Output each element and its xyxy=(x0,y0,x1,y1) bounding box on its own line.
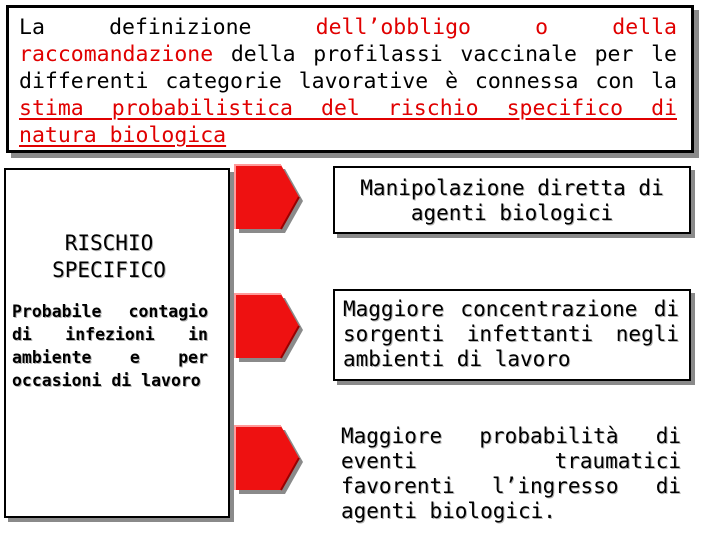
header-text-highlight: dell’obbligo o della raccomandazione xyxy=(19,15,677,67)
arrow-right-icon xyxy=(233,292,305,364)
specific-risk-title-line2: SPECIFICO xyxy=(52,258,166,282)
header-text xyxy=(19,14,677,149)
item-source-concentration: Maggiore concentrazione di sorgenti infettanti negli ambienti di lavoro xyxy=(333,289,691,381)
specific-risk-description: Probabile contagio di infezioni in ambiente e per occasioni di lavoro xyxy=(12,302,208,390)
header-box xyxy=(6,5,694,153)
header-text-underlined: stima probabilistica del rischio specifico di natura biologica xyxy=(19,96,677,148)
header-text-part1: La definizione xyxy=(19,15,316,40)
header-text-part3: della profilassi vaccinale per le differenti categorie lavorative è connessa con la xyxy=(19,42,677,94)
item-direct-handling: Manipolazione diretta di agenti biologici xyxy=(333,166,691,234)
specific-risk-title-line1: RISCHIO xyxy=(64,231,154,255)
specific-risk-panel xyxy=(4,168,230,518)
arrow-right-icon xyxy=(233,163,305,235)
item-traumatic-events: Maggiore probabilità di eventi traumatici favorenti l’ingresso di agenti biologici. xyxy=(341,424,681,523)
specific-risk-title xyxy=(6,230,212,284)
arrow-right-icon xyxy=(233,424,305,496)
